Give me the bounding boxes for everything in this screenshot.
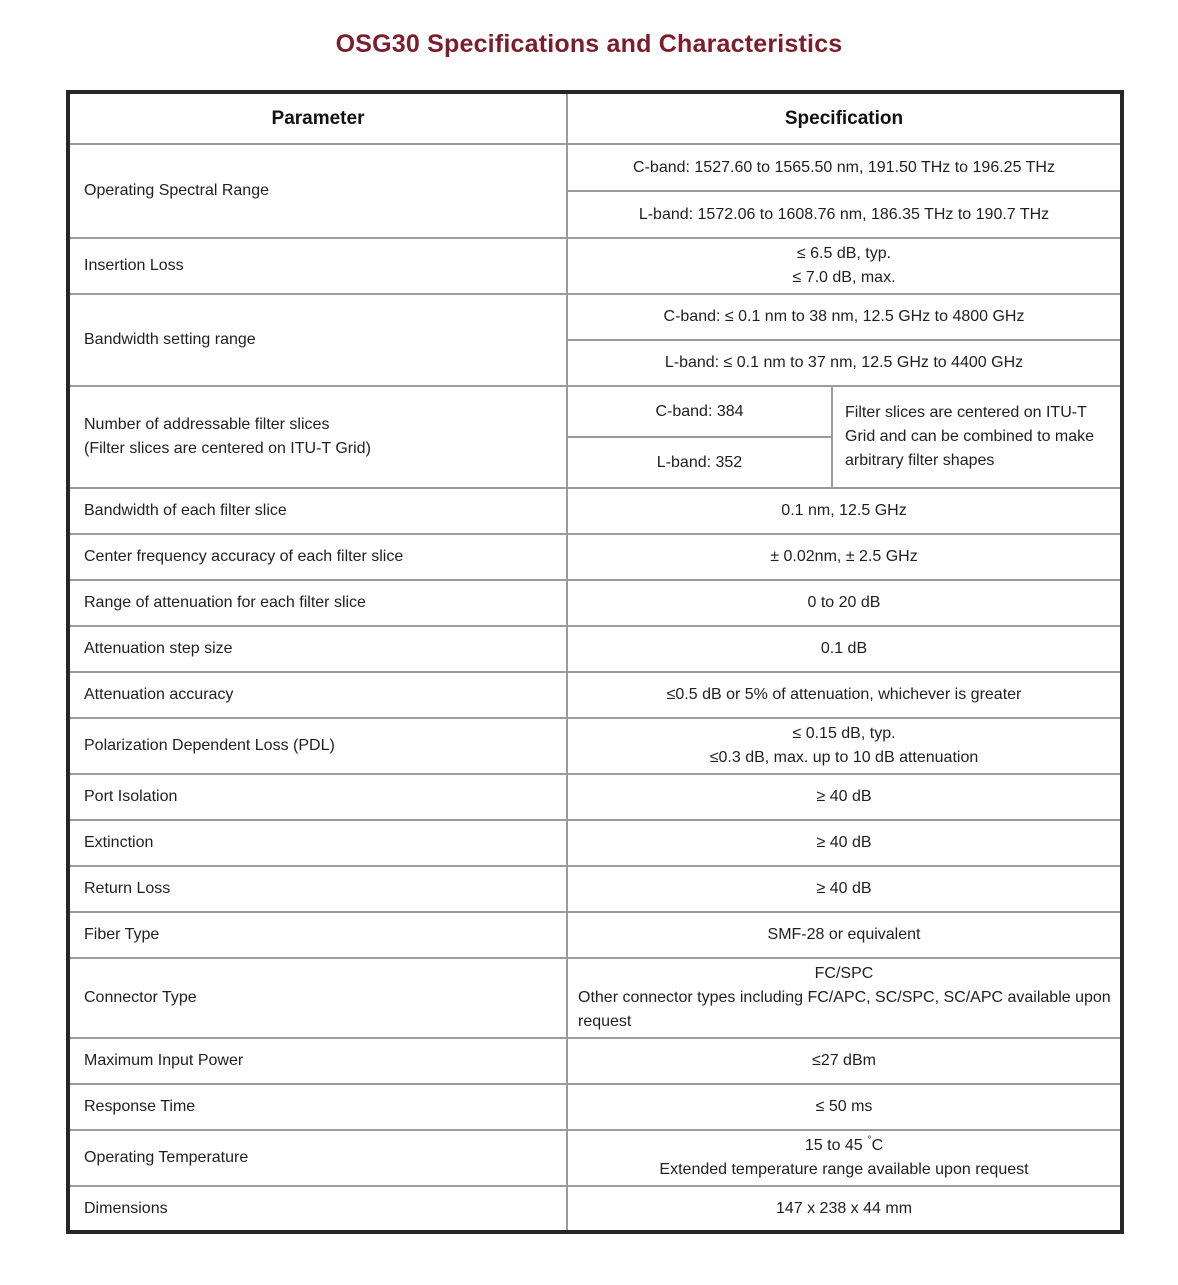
spec-center-frequency-accuracy: ± 0.02nm, ± 2.5 GHz — [567, 534, 1122, 580]
table-row — [68, 144, 1122, 191]
param-filter-slices-line1: Number of addressable filter slices — [84, 416, 330, 433]
table-row — [68, 488, 1122, 534]
spec-pdl-max: ≤0.3 dB, max. up to 10 dB attenuation — [709, 749, 979, 766]
spec-insertion-loss — [567, 238, 1122, 294]
degree-symbol: ° — [867, 1134, 872, 1147]
spec-pdl-typ: ≤ 0.15 dB, typ. — [792, 725, 896, 742]
table-row — [68, 626, 1122, 672]
spec-connector-type-primary: FC/SPC — [814, 965, 874, 982]
table-row — [68, 820, 1122, 866]
spec-table — [66, 90, 1124, 1234]
param-slice-bandwidth: Bandwidth of each filter slice — [68, 488, 567, 534]
param-attenuation-range: Range of attenuation for each filter slice — [68, 580, 567, 626]
spec-port-isolation: ≥ 40 dB — [567, 774, 1122, 820]
table-row — [68, 534, 1122, 580]
spec-bwsr-c-band: C-band: ≤ 0.1 nm to 38 nm, 12.5 GHz to 4800 GHz — [567, 294, 1122, 340]
param-bandwidth-setting-range: Bandwidth setting range — [68, 294, 567, 386]
spec-connector-type — [567, 958, 1122, 1038]
table-row — [68, 580, 1122, 626]
spec-osr-c-band: C-band: 1527.60 to 1565.50 nm, 191.50 THz to 196.25 THz — [567, 144, 1122, 191]
spec-slice-bandwidth: 0.1 nm, 12.5 GHz — [567, 488, 1122, 534]
table-row — [68, 958, 1122, 1038]
table-row — [68, 1038, 1122, 1084]
spec-attenuation-step: 0.1 dB — [567, 626, 1122, 672]
param-max-input-power: Maximum Input Power — [68, 1038, 567, 1084]
table-row — [68, 386, 1122, 437]
table-row — [68, 294, 1122, 340]
spec-fiber-type: SMF-28 or equivalent — [567, 912, 1122, 958]
param-attenuation-accuracy: Attenuation accuracy — [68, 672, 567, 718]
spec-insertion-loss-typ: ≤ 6.5 dB, typ. — [796, 245, 892, 262]
table-row — [68, 718, 1122, 774]
param-operating-spectral-range: Operating Spectral Range — [68, 144, 567, 238]
spec-attenuation-range: 0 to 20 dB — [567, 580, 1122, 626]
spec-filter-slices-c-band: C-band: 384 — [567, 386, 832, 437]
spec-operating-temperature-range: 15 to 45 °C — [804, 1134, 884, 1154]
param-filter-slices — [68, 386, 567, 488]
spec-connector-type-other: Other connector types including FC/APC, SC/SPC, SC/APC available upon request — [578, 989, 1111, 1030]
spec-response-time: ≤ 50 ms — [567, 1084, 1122, 1130]
param-extinction: Extinction — [68, 820, 567, 866]
param-connector-type: Connector Type — [68, 958, 567, 1038]
spec-max-input-power: ≤27 dBm — [567, 1038, 1122, 1084]
spec-attenuation-accuracy: ≤0.5 dB or 5% of attenuation, whichever is greater — [567, 672, 1122, 718]
param-fiber-type: Fiber Type — [68, 912, 567, 958]
param-center-frequency-accuracy: Center frequency accuracy of each filter slice — [68, 534, 567, 580]
spec-operating-temperature — [567, 1130, 1122, 1186]
table-row — [68, 672, 1122, 718]
table-row — [68, 774, 1122, 820]
param-return-loss: Return Loss — [68, 866, 567, 912]
param-pdl: Polarization Dependent Loss (PDL) — [68, 718, 567, 774]
table-row — [68, 912, 1122, 958]
spec-pdl — [567, 718, 1122, 774]
param-insertion-loss: Insertion Loss — [68, 238, 567, 294]
page-title: OSG30 Specifications and Characteristics — [335, 30, 843, 58]
spec-filter-slices-l-band: L-band: 352 — [567, 437, 832, 488]
spec-extinction: ≥ 40 dB — [567, 820, 1122, 866]
spec-operating-temperature-note: Extended temperature range available upon request — [659, 1161, 1029, 1178]
param-dimensions: Dimensions — [68, 1186, 567, 1232]
header-row — [68, 92, 1122, 144]
table-row — [68, 1186, 1122, 1232]
spec-dimensions: 147 x 238 x 44 mm — [567, 1186, 1122, 1232]
table-row — [68, 1084, 1122, 1130]
spec-return-loss: ≥ 40 dB — [567, 866, 1122, 912]
table-row — [68, 238, 1122, 294]
spec-bwsr-l-band: L-band: ≤ 0.1 nm to 37 nm, 12.5 GHz to 4400 GHz — [567, 340, 1122, 386]
spec-insertion-loss-max: ≤ 7.0 dB, max. — [792, 269, 896, 286]
header-parameter: Parameter — [68, 92, 567, 144]
param-filter-slices-line2: (Filter slices are centered on ITU-T Grid) — [84, 440, 371, 457]
param-attenuation-step: Attenuation step size — [68, 626, 567, 672]
table-row — [68, 866, 1122, 912]
spec-osr-l-band: L-band: 1572.06 to 1608.76 nm, 186.35 THz to 190.7 THz — [567, 191, 1122, 238]
param-port-isolation: Port Isolation — [68, 774, 567, 820]
table-row — [68, 1130, 1122, 1186]
spec-filter-slices-note: Filter slices are centered on ITU-T Grid and can be combined to make arbitrary filter shapes — [832, 386, 1122, 488]
param-response-time: Response Time — [68, 1084, 567, 1130]
param-operating-temperature: Operating Temperature — [68, 1130, 567, 1186]
header-specification: Specification — [567, 92, 1122, 144]
